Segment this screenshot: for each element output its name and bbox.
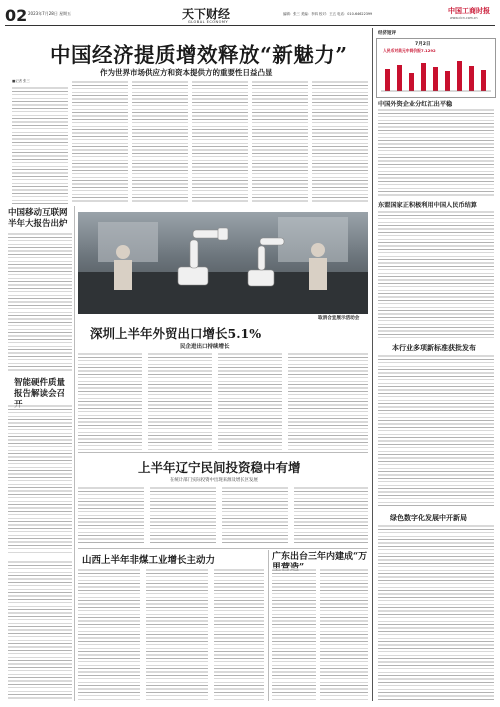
left-article-1-title: 中国移动互联网半年大报告出炉	[8, 208, 68, 229]
liaoning-subheadline: 在统计部门实际投资中出现来源及增长区发展	[170, 478, 258, 483]
mid-col-3	[218, 352, 282, 450]
liaoning-col-4	[294, 486, 368, 544]
mid-col-1	[78, 352, 142, 450]
bottom-rule	[78, 548, 368, 549]
section-subtitle: GLOBAL ECONOMY	[188, 20, 229, 24]
section-title: 天下财经	[182, 7, 231, 21]
sidebar-article-4-title: 绿色数字化发展中开新局	[390, 513, 467, 522]
sidebar-article-4-body	[378, 524, 494, 701]
sidebar-divider	[372, 28, 373, 701]
guangdong-col-2	[320, 568, 368, 701]
chart-bars	[377, 55, 495, 95]
sidebar-article-3-title: 本行业多项新标准获批发布	[392, 343, 476, 352]
lead-subheadline: 作为世界市场供应方和资本提供方的重要性日益凸显	[100, 68, 273, 77]
lead-col-5	[252, 80, 308, 204]
mid-headline: 深圳上半年外贸出口增长5.1%	[90, 326, 262, 341]
left-article-1-body	[8, 232, 72, 372]
liaoning-col-2	[150, 486, 216, 544]
shanxi-col-3	[214, 568, 264, 701]
sidebar-article-3-body	[378, 354, 494, 506]
chart-subtitle: 人民币对美元中间价报7.1292	[383, 48, 436, 53]
mid-col-4	[288, 352, 368, 450]
shanxi-col-2	[146, 568, 208, 701]
robot-photo	[78, 212, 368, 314]
sidebar-column-label: 经济短评	[378, 31, 396, 36]
lead-col-2	[72, 80, 128, 204]
sidebar-article-2-body	[378, 210, 494, 338]
shanxi-col-1	[78, 568, 140, 701]
liaoning-col-3	[222, 486, 288, 544]
left-divider	[74, 206, 75, 701]
lead-col-6	[312, 80, 368, 204]
left-article-2-title: 智能硬件质量报告解读会召	[14, 378, 66, 399]
photo-caption: 取消合宜展示活动会	[318, 316, 360, 321]
liaoning-headline: 上半年辽宁民间投资稳中有增	[138, 460, 301, 475]
lead-col-3	[132, 80, 188, 204]
mid-col-2	[148, 352, 212, 450]
lead-headline: 中国经济提质增效释放“新魅力”	[50, 43, 348, 67]
brand-url: www.cicn.com.cn	[450, 16, 478, 20]
sidebar-article-1-body	[378, 108, 494, 196]
page-number: 02	[5, 6, 28, 25]
editor-line: 编辑：张三 美编：李四 校对：王五 电话：010-64622399	[283, 12, 373, 16]
lead-col-1	[12, 86, 68, 204]
guangdong-col-1	[272, 568, 316, 701]
bottom-divider	[268, 550, 269, 701]
sidebar-article-1-title: 中国外资企业分红汇出平稳	[378, 101, 453, 108]
sidebar-chart	[376, 38, 496, 98]
lead-byline: ■记者 张三	[12, 79, 30, 83]
mid-subheadline: 民企进出口持续增长	[180, 344, 230, 350]
date-line: 2023年7月28日 星期五	[28, 11, 72, 16]
left-bottom-body	[8, 560, 72, 700]
liaoning-col-1	[78, 486, 144, 544]
left-article-2-body	[8, 404, 72, 554]
shanxi-headline: 山西上半年非煤工业增长主动力	[82, 555, 216, 566]
chart-title: 7月2日	[415, 42, 431, 47]
guangdong-headline: 广东出台三年内建成“万	[272, 552, 368, 562]
sidebar-article-2-title: 东盟国家正积极利用中国人民币结算	[378, 202, 477, 209]
masthead-rule	[5, 25, 495, 26]
liaoning-rule	[78, 452, 368, 453]
lead-col-4	[192, 80, 248, 204]
brand-logo: 中国工商时报	[448, 6, 490, 15]
